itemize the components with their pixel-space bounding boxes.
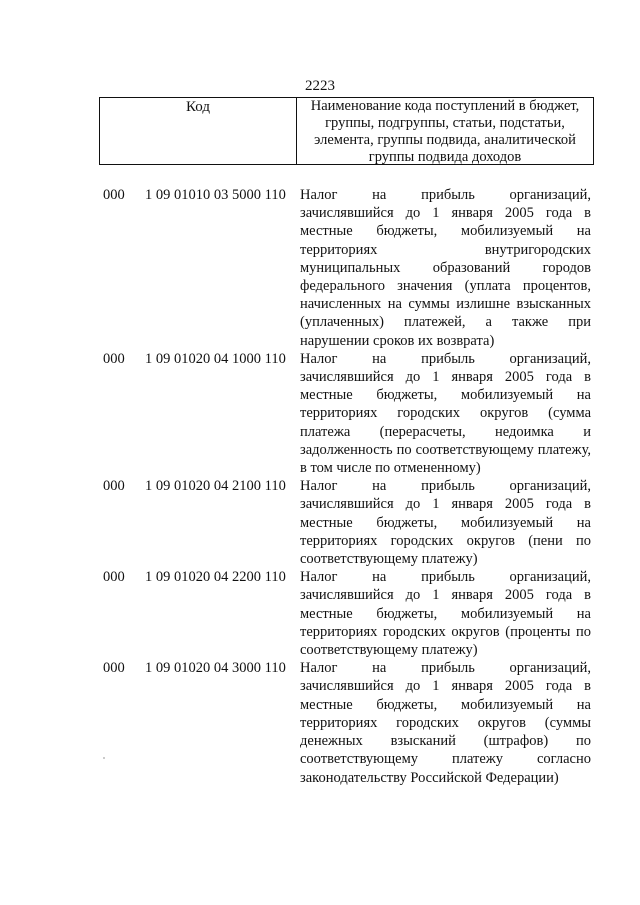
admin-code: 000 (103, 350, 125, 367)
revenue-description: Налог на прибыль организаций, зачислявшийся до 1 января 2005 года в местные бюджеты, мобилизуемый на территориях городских округов (суммы денежных взысканий (штрафов) по соответствующему платежу согласно законодательству Российской Федерации) (300, 660, 591, 786)
header-name-label: Наименование кода поступлений в бюджет, группы, подгруппы, статьи, подстатьи, элемента, группы подвида, аналитической группы подвида доходов (310, 98, 580, 165)
header-code-label: Код (100, 98, 297, 164)
revenue-code: 1 09 01020 04 1000 110 (145, 350, 286, 367)
revenue-code: 1 09 01020 04 3000 110 (145, 660, 286, 677)
revenue-code-row (103, 659, 591, 786)
admin-code: 000 (103, 660, 125, 677)
revenue-code: 1 09 01020 04 2100 110 (145, 478, 286, 495)
revenue-code-row (103, 350, 591, 477)
revenue-code-row (103, 186, 591, 350)
revenue-code: 1 09 01020 04 2200 110 (145, 569, 286, 586)
revenue-code-row (103, 477, 591, 568)
revenue-code-list (103, 186, 591, 787)
scan-speck (103, 757, 105, 759)
header-table (99, 97, 594, 165)
revenue-code-row (103, 568, 591, 659)
admin-code: 000 (103, 569, 125, 586)
admin-code: 000 (103, 187, 125, 203)
revenue-description: Налог на прибыль организаций, зачислявшийся до 1 января 2005 года в местные бюджеты, мобилизуемый на территориях городских округов (проценты по соответствующему платежу) (300, 569, 591, 659)
page-number: 2223 (305, 78, 335, 94)
revenue-code: 1 09 01010 03 5000 110 (145, 187, 286, 203)
admin-code: 000 (103, 478, 125, 495)
revenue-description: Налог на прибыль организаций, зачислявшийся до 1 января 2005 года в местные бюджеты, мобилизуемый на территориях городских округов (сумма платежа (перерасчеты, недоимка и задолженность по соответствующему платежу, в том числе по отмененному) (300, 350, 591, 477)
revenue-description: Налог на прибыль организаций, зачислявшийся до 1 января 2005 года в местные бюджеты, мобилизуемый на территориях городских округов (пени по соответствующему платежу) (300, 478, 591, 568)
revenue-description: Налог на прибыль организаций, зачислявшийся до 1 января 2005 года в местные бюджеты, мобилизуемый на территориях внутригородских муниципальных образований городов федерального значения (уплата процентов, начисленных на суммы излишне взысканных (уплаченных) платежей, а также при нарушении сроков их возврата) (300, 187, 591, 349)
